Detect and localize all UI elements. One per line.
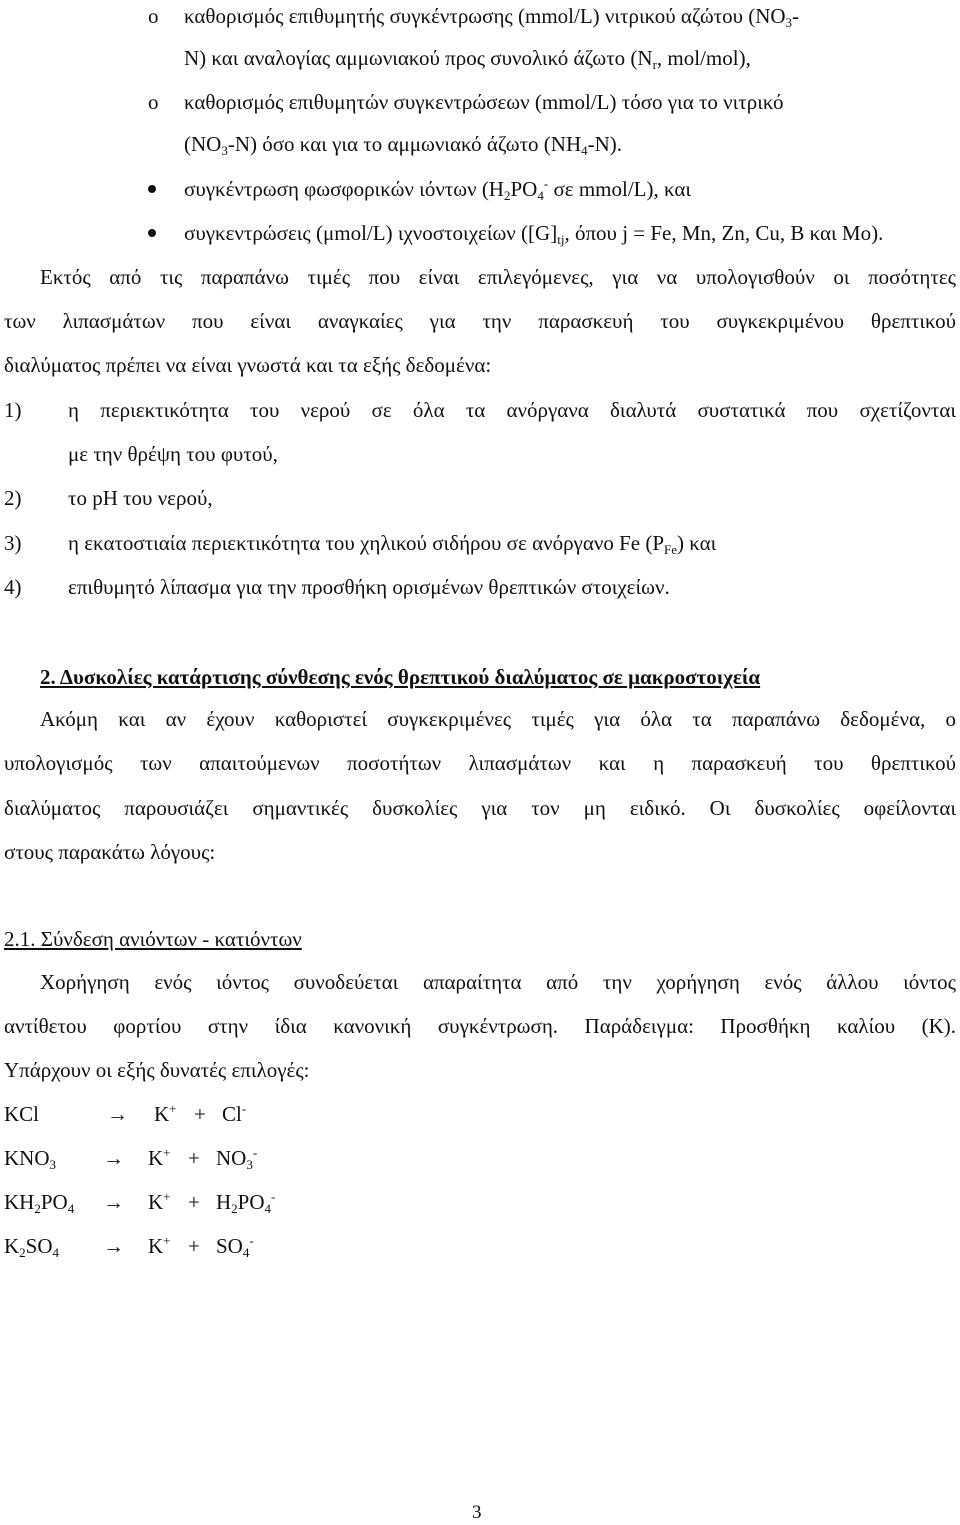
page-number: 3 [472, 1502, 482, 1523]
sub-item-marker: o [148, 4, 159, 28]
plus-sign: + [188, 1234, 200, 1258]
bullet-item: συγκεντρώσεις (μmol/L) ιχνοστοιχείων ($[G]_{tj}$, όπου j = Fe, Mn, Zn, Cu, B και Mo). [184, 221, 884, 247]
reaction-cation: K+ [154, 1101, 177, 1126]
list-item-text: επιθυμητό λίπασμα για την προσθήκη ορισμένων θρεπτικών στοιχείων. [68, 575, 670, 599]
paragraph-line: Ακόμη και αν έχουν καθοριστεί συγκεκριμένες τιμές για όλα τα παραπάνω δεδομένα, ο [40, 707, 956, 731]
reaction-reactant: $KH_2PO_4$ [4, 1190, 75, 1216]
paragraph-line: Υπάρχουν οι εξής δυνατές επιλογές: [4, 1058, 310, 1082]
sub-item-text: $(NO_3-N)$ όσο και για το αμμωνιακό άζωτο $(NH_4-N)$. [184, 132, 623, 158]
reaction-reactant: KCl [4, 1102, 40, 1126]
plus-sign: + [188, 1146, 200, 1170]
arrow-icon: → [103, 1190, 124, 1214]
list-number: 4) [4, 575, 22, 599]
paragraph-line: των λιπασμάτων που είναι αναγκαίες για την παρασκευή του συγκεκριμένου θρεπτικού [4, 309, 956, 333]
section-heading: 2. Δυσκολίες κατάρτισης σύνθεσης ενός θρεπτικού διαλύματος σε μακροστοιχεία [40, 665, 761, 689]
list-item-text: η περιεκτικότητα του νερού σε όλα τα ανόργανα διαλυτά συστατικά που σχετίζονται [68, 398, 956, 422]
paragraph-line: Εκτός από τις παραπάνω τιμές που είναι επιλεγόμενες, για να υπολογισθούν οι ποσότητες [40, 265, 956, 289]
reaction-reactant: $K_2SO_4$ [4, 1234, 60, 1260]
reaction-anion: Cl- [222, 1101, 247, 1126]
list-number: 1) [4, 398, 22, 422]
reaction-cation: K+ [148, 1189, 171, 1214]
paragraph-line: διαλύματος πρέπει να είναι γνωστά και τα εξής δεδομένα: [4, 353, 492, 377]
reaction-reactant: $KNO_3$ [4, 1146, 56, 1172]
sub-item-text: N) και αναλογίας αμμωνιακού προς συνολικό άζωτο ($N_r$, mol/mol), [184, 46, 751, 72]
list-number: 3) [4, 531, 22, 555]
arrow-icon: → [103, 1234, 124, 1258]
paragraph-line: στους παρακάτω λόγους: [4, 840, 216, 864]
paragraph-line: διαλύματος παρουσιάζει σημαντικές δυσκολίες για τον μη ειδικό. Οι δυσκολίες οφείλονται [4, 796, 956, 820]
plus-sign: + [188, 1190, 200, 1214]
reaction-anion: $H_2PO_4^-$ [216, 1189, 276, 1216]
sub-item-text: καθορισμός επιθυμητής συγκέντρωσης (mmol/L) νιτρικού αζώτου ($NO_3-$ [184, 4, 800, 30]
bullet-icon [148, 229, 156, 237]
paragraph-line: Χορήγηση ενός ιόντος συνοδεύεται απαραίτητα από την χορήγηση ενός άλλου ιόντος [40, 970, 956, 994]
sub-item-marker: o [148, 90, 159, 114]
list-item-text: η εκατοστιαία περιεκτικότητα του χηλικού σιδήρου σε ανόργανο Fe $(P_{Fe})$ και [68, 531, 717, 557]
arrow-icon: → [103, 1146, 124, 1170]
reaction-cation: K+ [148, 1145, 171, 1170]
plus-sign: + [194, 1102, 206, 1126]
list-number: 2) [4, 486, 22, 510]
list-item-text: με την θρέψη του φυτού, [68, 442, 278, 466]
reaction-anion: $SO_4^-$ [216, 1233, 254, 1260]
sub-item-text: καθορισμός επιθυμητών συγκεντρώσεων (mmol/L) τόσο για το νιτρικό [184, 90, 784, 114]
subsection-heading: 2.1. Σύνδεση ανιόντων - κατιόντων [4, 927, 302, 951]
list-item-text: το pH του νερού, [68, 486, 213, 510]
paragraph-line: αντίθετου φορτίου στην ίδια κανονική συγκέντρωση. Παράδειγμα: Προσθήκη καλίου (K). [4, 1014, 956, 1038]
bullet-icon [148, 185, 156, 193]
reaction-cation: K+ [148, 1233, 171, 1258]
paragraph-line: υπολογισμός των απαιτούμενων ποσοτήτων λιπασμάτων και η παρασκευή του θρεπτικού [4, 751, 956, 775]
reaction-anion: $NO_3^-$ [216, 1145, 258, 1172]
bullet-item: συγκέντρωση φωσφορικών ιόντων ($H_2PO_4^-$ σε mmol/L), και [184, 176, 692, 203]
arrow-icon: → [107, 1102, 128, 1126]
